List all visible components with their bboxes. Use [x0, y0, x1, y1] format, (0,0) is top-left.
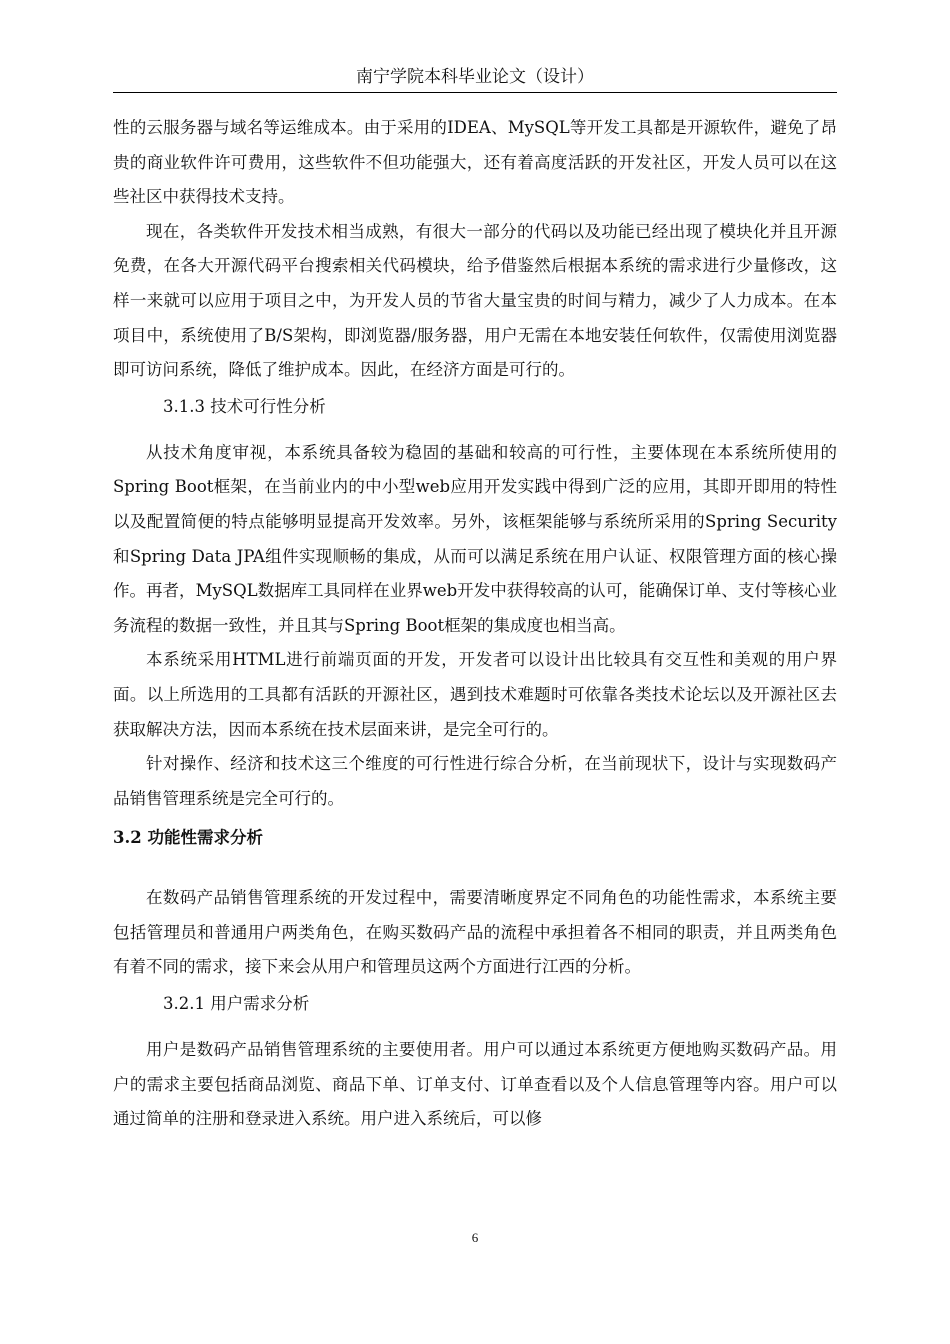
- running-header: [113, 62, 837, 93]
- page-body: [113, 111, 837, 1137]
- paragraph-technical-frontend: 本系统采用HTML进行前端页面的开发，开发者可以设计出比较具有交互性和美观的用户界面。以上所选用的工具都有活跃的开源社区，遇到技术难题时可依靠各类技术论坛以及开源社区去获取解决方法，因而本系统在技术层面来讲，是完全可行的。: [113, 650, 837, 739]
- page-number: 6: [471, 1230, 479, 1245]
- header-title: 南宁学院本科毕业论文（设计）: [356, 67, 594, 87]
- section-heading-3-2: 3.2 功能性需求分析: [113, 828, 263, 848]
- paragraph-economic-cont: 性的云服务器与域名等运维成本。由于采用的IDEA、MySQL等开发工具都是开源软件，避免了昂贵的商业软件许可费用，这些软件不但功能强大，还有着高度活跃的开发社区，开发人员可以在这些社区中获得技术支持。: [113, 118, 837, 207]
- paragraph-technical-framework: 从技术角度审视，本系统具备较为稳固的基础和较高的可行性，主要体现在本系统所使用的Spring Boot框架，在当前业内的中小型web应用开发实践中得到广泛的应用，其即开即用的特性以及配置简便的特点能够明显提高开发效率。另外，该框架能够与系统所采用的Spring Security和Spring Data JPA组件实现顺畅的集成，从而可以满足系统在用户认证、权限管理方面的核心操作。再者，MySQL数据库工具同样在业界web开发中获得较高的认可，能确保订单、支付等核心业务流程的数据一致性，并且其与Spring Boot框架的集成度也相当高。: [113, 442, 837, 635]
- subsection-heading-3-1-3: 3.1.3 技术可行性分析: [163, 396, 326, 416]
- subsection-heading-3-2-1: 3.2.1 用户需求分析: [163, 994, 310, 1014]
- paragraph-functional-intro: 在数码产品销售管理系统的开发过程中，需要清晰度界定不同角色的功能性需求，本系统主要包括管理员和普通用户两类角色，在购买数码产品的流程中承担着各不相同的职责，并且两类角色有着不同的需求，接下来会从用户和管理员这两个方面进行江西的分析。: [113, 888, 837, 977]
- paragraph-feasibility-summary: 针对操作、经济和技术这三个维度的可行性进行综合分析，在当前现状下，设计与实现数码产品销售管理系统是完全可行的。: [113, 754, 837, 808]
- paragraph-economic-opensource: 现在，各类软件开发技术相当成熟，有很大一部分的代码以及功能已经出现了模块化并且开源免费，在各大开源代码平台搜索相关代码模块，给予借鉴然后根据本系统的需求进行少量修改，这样一来就可以应用于项目之中，为开发人员的节省大量宝贵的时间与精力，减少了人力成本。在本项目中，系统使用了B/S架构，即浏览器/服务器，用户无需在本地安装任何软件，仅需使用浏览器即可访问系统，降低了维护成本。因此，在经济方面是可行的。: [113, 221, 837, 380]
- paragraph-user-needs: 用户是数码产品销售管理系统的主要使用者。用户可以通过本系统更方便地购买数码产品。用户的需求主要包括商品浏览、商品下单、订单支付、订单查看以及个人信息管理等内容。用户可以通过简单的注册和登录进入系统。用户进入系统后，可以修: [113, 1040, 837, 1129]
